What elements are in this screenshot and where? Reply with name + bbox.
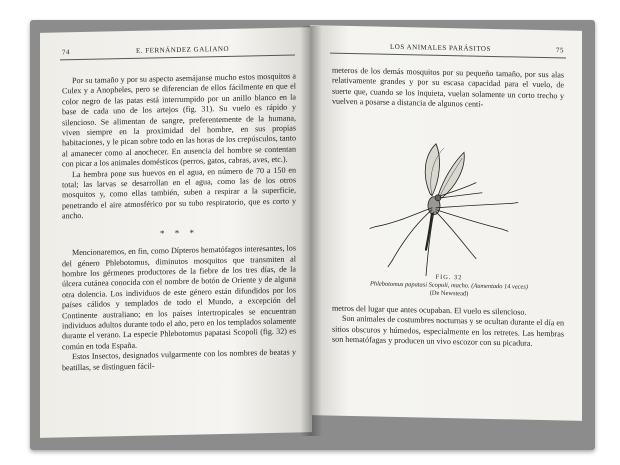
- right-paragraph-3: Son animales de costumbres nocturnas y se ocultan durante el día en sitios obscuros y húmedos, especialmente en los retretes. Las hembras son hematófagas y producen un vivo escozor con su picadura.: [332, 314, 564, 349]
- left-running-header: E. FERNÁNDEZ GALIANO: [136, 44, 230, 55]
- right-header-rule: [330, 53, 566, 59]
- left-paragraph-1: Por su tamaño y por su aspecto asemájanse mucho estos mosquitos a Culex y a Anopheles, pero se diferencian de ellos fácilmente en que el color negro de las patas está interrumpido por un anillo blanco en la base de cada uno de los artejos (fig. 31). Su vuelo es rápido y silencioso. Se alimentan de sangre, preferentemente de la humana, viven siempre en la proximidad del hombre, en sus propias habitaciones, y le pican sobre todo en las horas de los crepúsculos, tanto al amanecer como al anochecer. En ausencia del hombre se contentan con picar a los animales domésticos (perros, gatos, cabras, aves, etc.).: [62, 71, 296, 169]
- right-page-number: 75: [556, 46, 564, 55]
- phlebotomus-illustration: [352, 134, 532, 288]
- figure-caption: Phlebotomus papatasi Scopoli, macho. (Aumentado 14 veces): [370, 280, 528, 291]
- section-separator: * * *: [160, 227, 198, 239]
- book-gutter-shadow: [300, 26, 322, 436]
- right-text-bottom: [332, 304, 564, 350]
- figure-caption-block: [334, 272, 564, 301]
- left-text-block: [62, 71, 296, 373]
- left-paragraph-3: Mencionaremos, en fin, como Dípteros hematófagos interesantes, los del género Phlebotomus, diminutos mosquitos que transmiten al hombre los gérmenes productores de la fiebre de los tres días, de la úlcera cutánea conocida con el nombre de botón de Oriente y de alguna otra dolencia. Los individuos de este género están difundidos por los países cálidos y templados de todo el Mundo, a excepción del Continente australiano; en los países intertropicales se encuentran individuos adultos durante todo el año, pero en los templados solamente durante el verano. La especie Phlebotomus papatasi Scopoli (fig. 32) es común en toda España.: [62, 243, 296, 352]
- left-page-number: 74: [62, 48, 70, 57]
- right-running-header: LOS ANIMALES PARÁSITOS: [390, 42, 491, 53]
- right-paragraph-2: metros del lugar que antes ocupaban. El vuelo es silencioso.: [332, 303, 527, 317]
- figure-credit: (De Newstead): [429, 289, 469, 298]
- left-paragraph-2: La hembra pone sus huevos en el agua, en número de 70 a 150 en total; las larvas se desarrollan en el agua, como las de los otros mosquitos y, como ellas también, suben a respirar a la superficie, penetrando el aire atmosférico por su tubo respiratorio, que es corto y ancho.: [62, 165, 296, 221]
- right-paragraph-1: meteros de los demás mosquitos por su pequeño tamaño, por sus alas relativamente grandes y por su escasa capacidad para el vuelo, de suerte que, cuando se los inquieta, vuelan solamente un corto trecho y vuelven a posarse a distancia de algunos centí-: [332, 65, 564, 109]
- figure-number: FIG. 32: [435, 273, 463, 282]
- right-text-top: [332, 66, 564, 112]
- right-page: [310, 25, 582, 421]
- left-header-rule: [60, 55, 295, 61]
- left-page: [40, 27, 312, 438]
- left-paragraph-4: Estos Insectos, designados vulgarmente con los nombres de beatas y beatillas, se distinguen fácil-: [62, 347, 296, 372]
